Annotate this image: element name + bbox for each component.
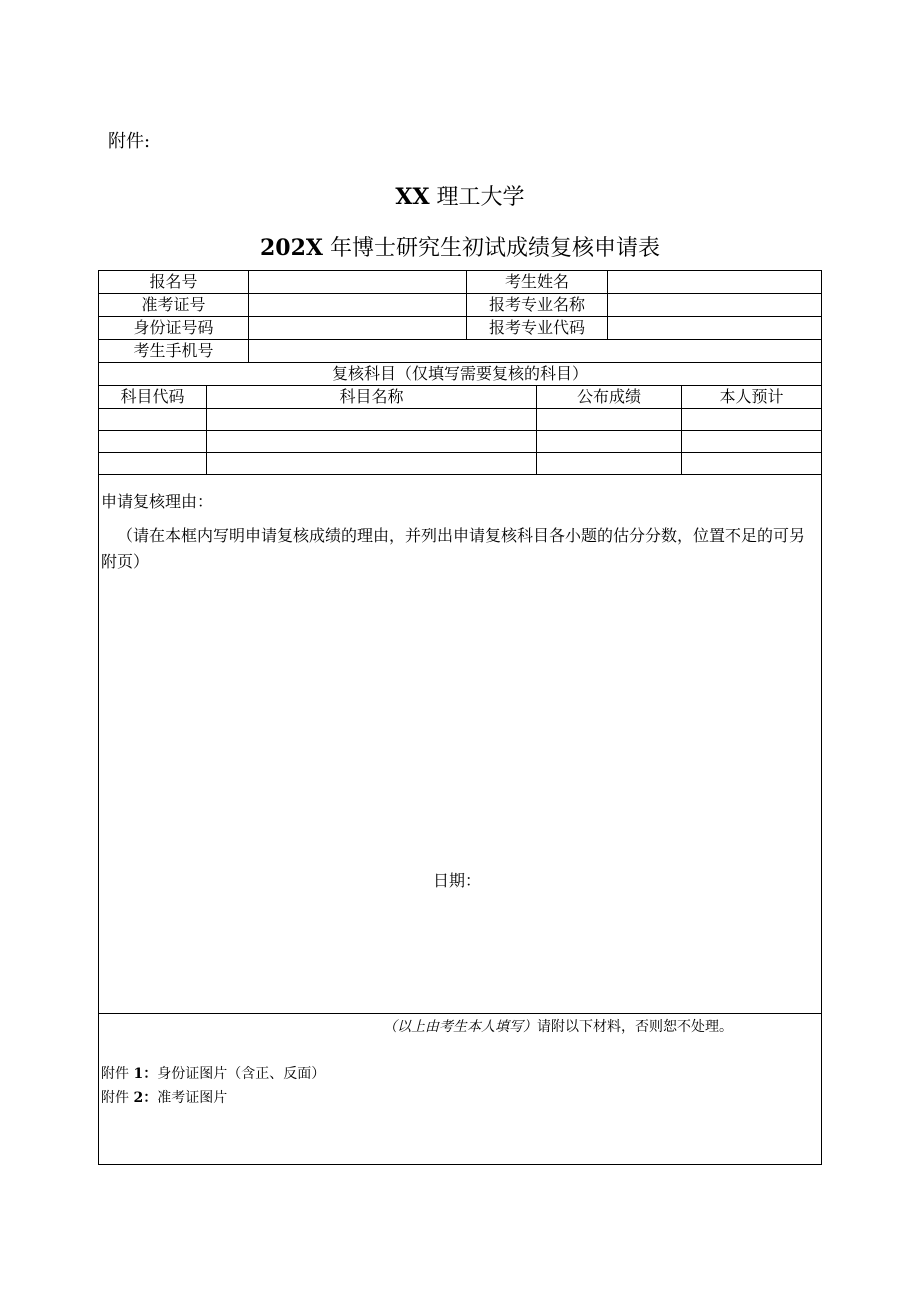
university-title-rest: 理工大学 <box>429 185 525 210</box>
subjects-section-header <box>99 363 821 386</box>
attachment-2-num: 2： <box>133 1090 158 1106</box>
published-score-field[interactable] <box>537 409 682 430</box>
university-title <box>0 180 920 211</box>
expected-score-field[interactable] <box>682 409 821 430</box>
attachment-2 <box>101 1087 227 1107</box>
form-row-phone <box>99 340 821 363</box>
col-subject-name: 科目名称 <box>207 386 537 408</box>
fill-note-italic: （以上由考生本人填写） <box>383 1019 537 1035</box>
subject-name-field[interactable] <box>207 409 537 430</box>
reason-textarea[interactable] <box>99 475 821 1014</box>
reason-label: 申请复核理由： <box>101 492 214 511</box>
admission-ticket-label: 准考证号 <box>99 294 249 316</box>
form-title-rest: 年博士研究生初试成绩复核申请表 <box>323 236 660 261</box>
expected-score-field[interactable] <box>682 431 821 452</box>
form-row-registration <box>99 271 821 294</box>
major-code-field[interactable] <box>608 317 821 339</box>
subjects-header-row <box>99 386 821 409</box>
form-title-year: 202X <box>260 235 323 261</box>
attachment-1 <box>101 1063 325 1083</box>
id-number-field[interactable] <box>249 317 467 339</box>
subject-row <box>99 453 821 475</box>
subject-row <box>99 431 821 453</box>
registration-no-field[interactable] <box>249 271 467 293</box>
form-row-id <box>99 317 821 340</box>
registration-no-label: 报名号 <box>99 271 249 293</box>
fill-note <box>383 1016 733 1036</box>
attachment-1-prefix: 附件 <box>101 1066 129 1082</box>
subject-code-field[interactable] <box>99 409 207 430</box>
major-name-label: 报考专业名称 <box>467 294 608 316</box>
major-code-label: 报考专业代码 <box>467 317 608 339</box>
subjects-section-title: 复核科目（仅填写需要复核的科目） <box>331 364 588 383</box>
attachment-2-text: 准考证图片 <box>157 1090 228 1106</box>
admission-ticket-field[interactable] <box>249 294 467 316</box>
form-title <box>0 231 920 262</box>
col-expected-score: 本人预计 <box>719 387 784 406</box>
attachment-1-text: 身份证图片（含正、反面） <box>157 1066 326 1082</box>
application-form-table <box>98 270 822 1165</box>
attachment-label: 附件: <box>108 131 151 152</box>
col-subject-code: 科目代码 <box>99 386 207 408</box>
form-row-admission <box>99 294 821 317</box>
subject-name-field[interactable] <box>207 453 537 474</box>
id-number-label: 身份证号码 <box>99 317 249 339</box>
subject-row <box>99 409 821 431</box>
university-title-bold: XX <box>395 184 430 210</box>
major-name-field[interactable] <box>608 294 821 316</box>
fill-note-rest: 请附以下材料，否则恕不处理。 <box>537 1019 733 1035</box>
date-label: 日期： <box>433 871 482 890</box>
name-label: 考生姓名 <box>467 271 608 293</box>
attachment-2-prefix: 附件 <box>101 1090 129 1106</box>
col-published-score: 公布成绩 <box>537 386 682 408</box>
name-field[interactable] <box>608 271 821 293</box>
published-score-field[interactable] <box>537 453 682 474</box>
phone-label: 考生手机号 <box>99 340 249 362</box>
published-score-field[interactable] <box>537 431 682 452</box>
attachment-1-num: 1： <box>133 1066 158 1082</box>
reason-hint: （请在本框内写明申请复核成绩的理由，并列出申请复核科目各小题的估分分数，位置不足的可另附页） <box>101 526 806 571</box>
subject-code-field[interactable] <box>99 453 207 474</box>
subject-name-field[interactable] <box>207 431 537 452</box>
subject-code-field[interactable] <box>99 431 207 452</box>
expected-score-field[interactable] <box>682 453 821 474</box>
phone-field[interactable] <box>249 340 821 362</box>
